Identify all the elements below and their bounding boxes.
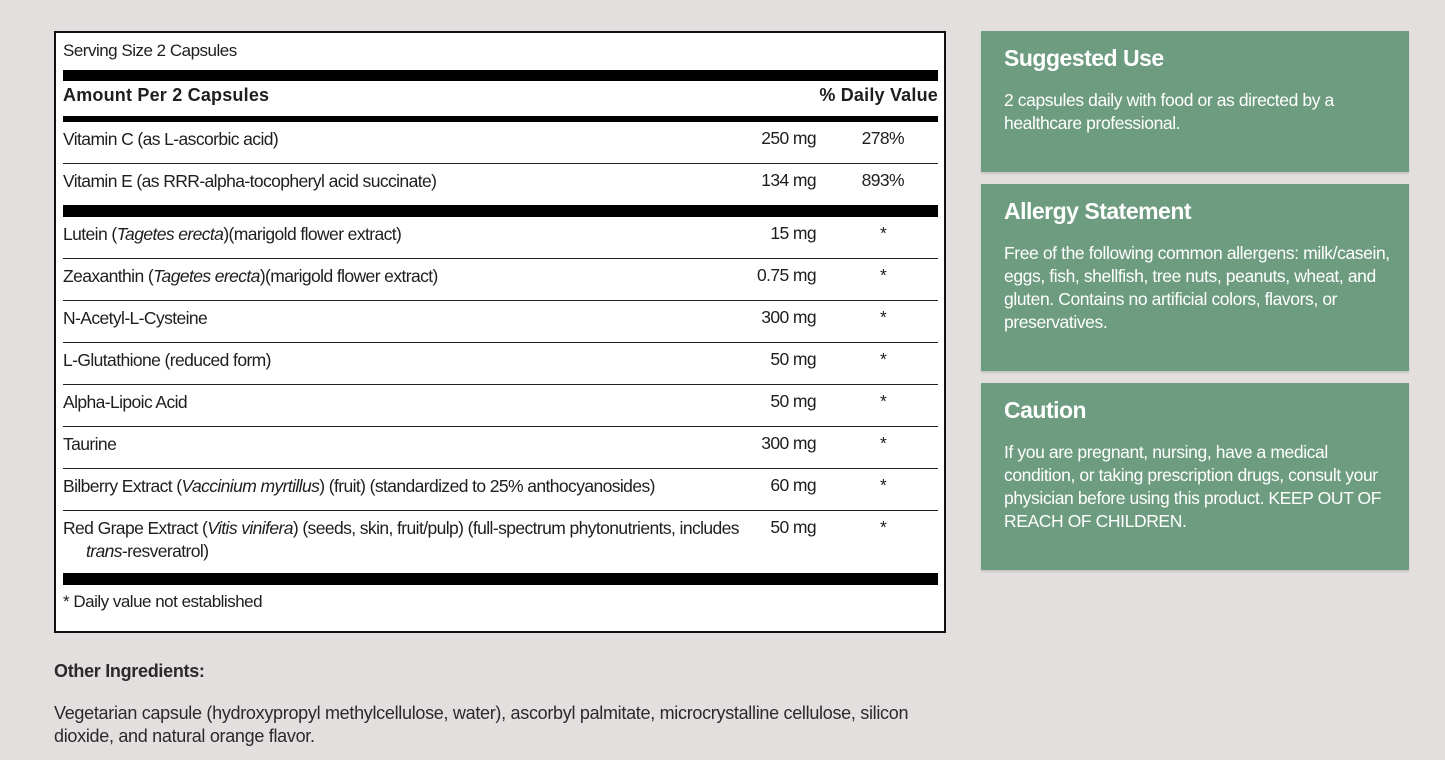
ingredient-daily-value: * [880, 349, 887, 369]
suggested-use-title: Suggested Use [1004, 45, 1164, 71]
suggested-use-card [981, 31, 1409, 172]
ingredient-amount: 15 mg [770, 223, 816, 243]
ingredient-row [63, 385, 938, 427]
ingredient-daily-value: * [880, 433, 887, 453]
allergy-statement-card [981, 184, 1409, 371]
ingredient-name: Taurine [63, 434, 117, 454]
nutrient-row [63, 122, 938, 164]
divider-thick [63, 205, 938, 217]
ingredient-row [63, 259, 938, 301]
caution-card [981, 383, 1409, 570]
ingredient-row [63, 301, 938, 343]
ingredient-amount: 50 mg [770, 391, 816, 411]
supplement-facts-panel [54, 31, 946, 633]
ingredient-row [63, 511, 938, 573]
amount-per-label: Amount Per 2 Capsules [63, 85, 270, 105]
ingredient-amount: 60 mg [770, 475, 816, 495]
nutrient-daily-value: 893% [861, 170, 904, 190]
serving-size: Serving Size 2 Capsules [63, 41, 237, 60]
ingredient-amount: 0.75 mg [756, 265, 816, 285]
ingredient-name: L-Glutathione (reduced form) [63, 350, 271, 370]
ingredient-name: Lutein (Tagetes erecta)(marigold flower extract) [63, 224, 402, 244]
ingredient-daily-value: * [880, 307, 887, 327]
ingredient-row [63, 427, 938, 469]
ingredient-name: N-Acetyl-L-Cysteine [63, 308, 208, 328]
ingredient-amount: 300 mg [761, 433, 816, 453]
ingredient-name: Bilberry Extract (Vaccinium myrtillus) (fruit) (standardized to 25% anthocyanosides) [63, 476, 655, 496]
ingredient-row [63, 469, 938, 511]
ingredient-name: Alpha-Lipoic Acid [63, 392, 188, 412]
ingredient-daily-value: * [880, 265, 887, 285]
caution-title: Caution [1004, 397, 1087, 423]
nutrient-name: Vitamin C (as L-ascorbic acid) [63, 129, 279, 149]
ingredient-name: Red Grape Extract (Vitis vinifera) (seeds, skin, fruit/pulp) (full-spectrum phytonutrients, includes trans-resveratrol) [63, 518, 739, 561]
footnote: * Daily value not established [63, 592, 263, 611]
allergy-statement-text: Free of the following common allergens: milk/casein, eggs, fish, shellfish, tree nuts, peanuts, wheat, and gluten. Contains no artificial colors, flavors, or preservatives. [1004, 243, 1390, 332]
amount-header [63, 85, 938, 106]
ingredient-amount: 50 mg [770, 349, 816, 369]
nutrient-row [63, 164, 938, 205]
suggested-use-text: 2 capsules daily with food or as directed by a healthcare professional. [1004, 90, 1334, 133]
divider-thick [63, 573, 938, 585]
nutrient-amount: 250 mg [761, 128, 816, 148]
other-ingredients-title: Other Ingredients: [54, 661, 205, 681]
nutrient-daily-value: 278% [861, 128, 904, 148]
ingredient-daily-value: * [880, 391, 887, 411]
ingredient-daily-value: * [880, 223, 887, 243]
allergy-statement-title: Allergy Statement [1004, 198, 1192, 224]
nutrient-name: Vitamin E (as RRR-alpha-tocopheryl acid succinate) [63, 171, 437, 191]
ingredient-amount: 300 mg [761, 307, 816, 327]
ingredient-row [63, 343, 938, 385]
ingredient-daily-value: * [880, 517, 887, 537]
caution-text: If you are pregnant, nursing, have a medical condition, or taking prescription drugs, consult your physician before using this product. KEEP OUT OF REACH OF CHILDREN. [1004, 442, 1382, 531]
ingredient-row [63, 217, 938, 259]
nutrient-amount: 134 mg [761, 170, 816, 190]
divider-thick [63, 70, 938, 81]
ingredient-amount: 50 mg [770, 517, 816, 537]
daily-value-header: % Daily Value [819, 85, 938, 105]
ingredient-name: Zeaxanthin (Tagetes erecta)(marigold flower extract) [63, 266, 438, 286]
other-ingredients-text: Vegetarian capsule (hydroxypropyl methylcellulose, water), ascorbyl palmitate, microcrystalline cellulose, silicon dioxide, and natural orange flavor. [54, 703, 909, 746]
ingredient-daily-value: * [880, 475, 887, 495]
